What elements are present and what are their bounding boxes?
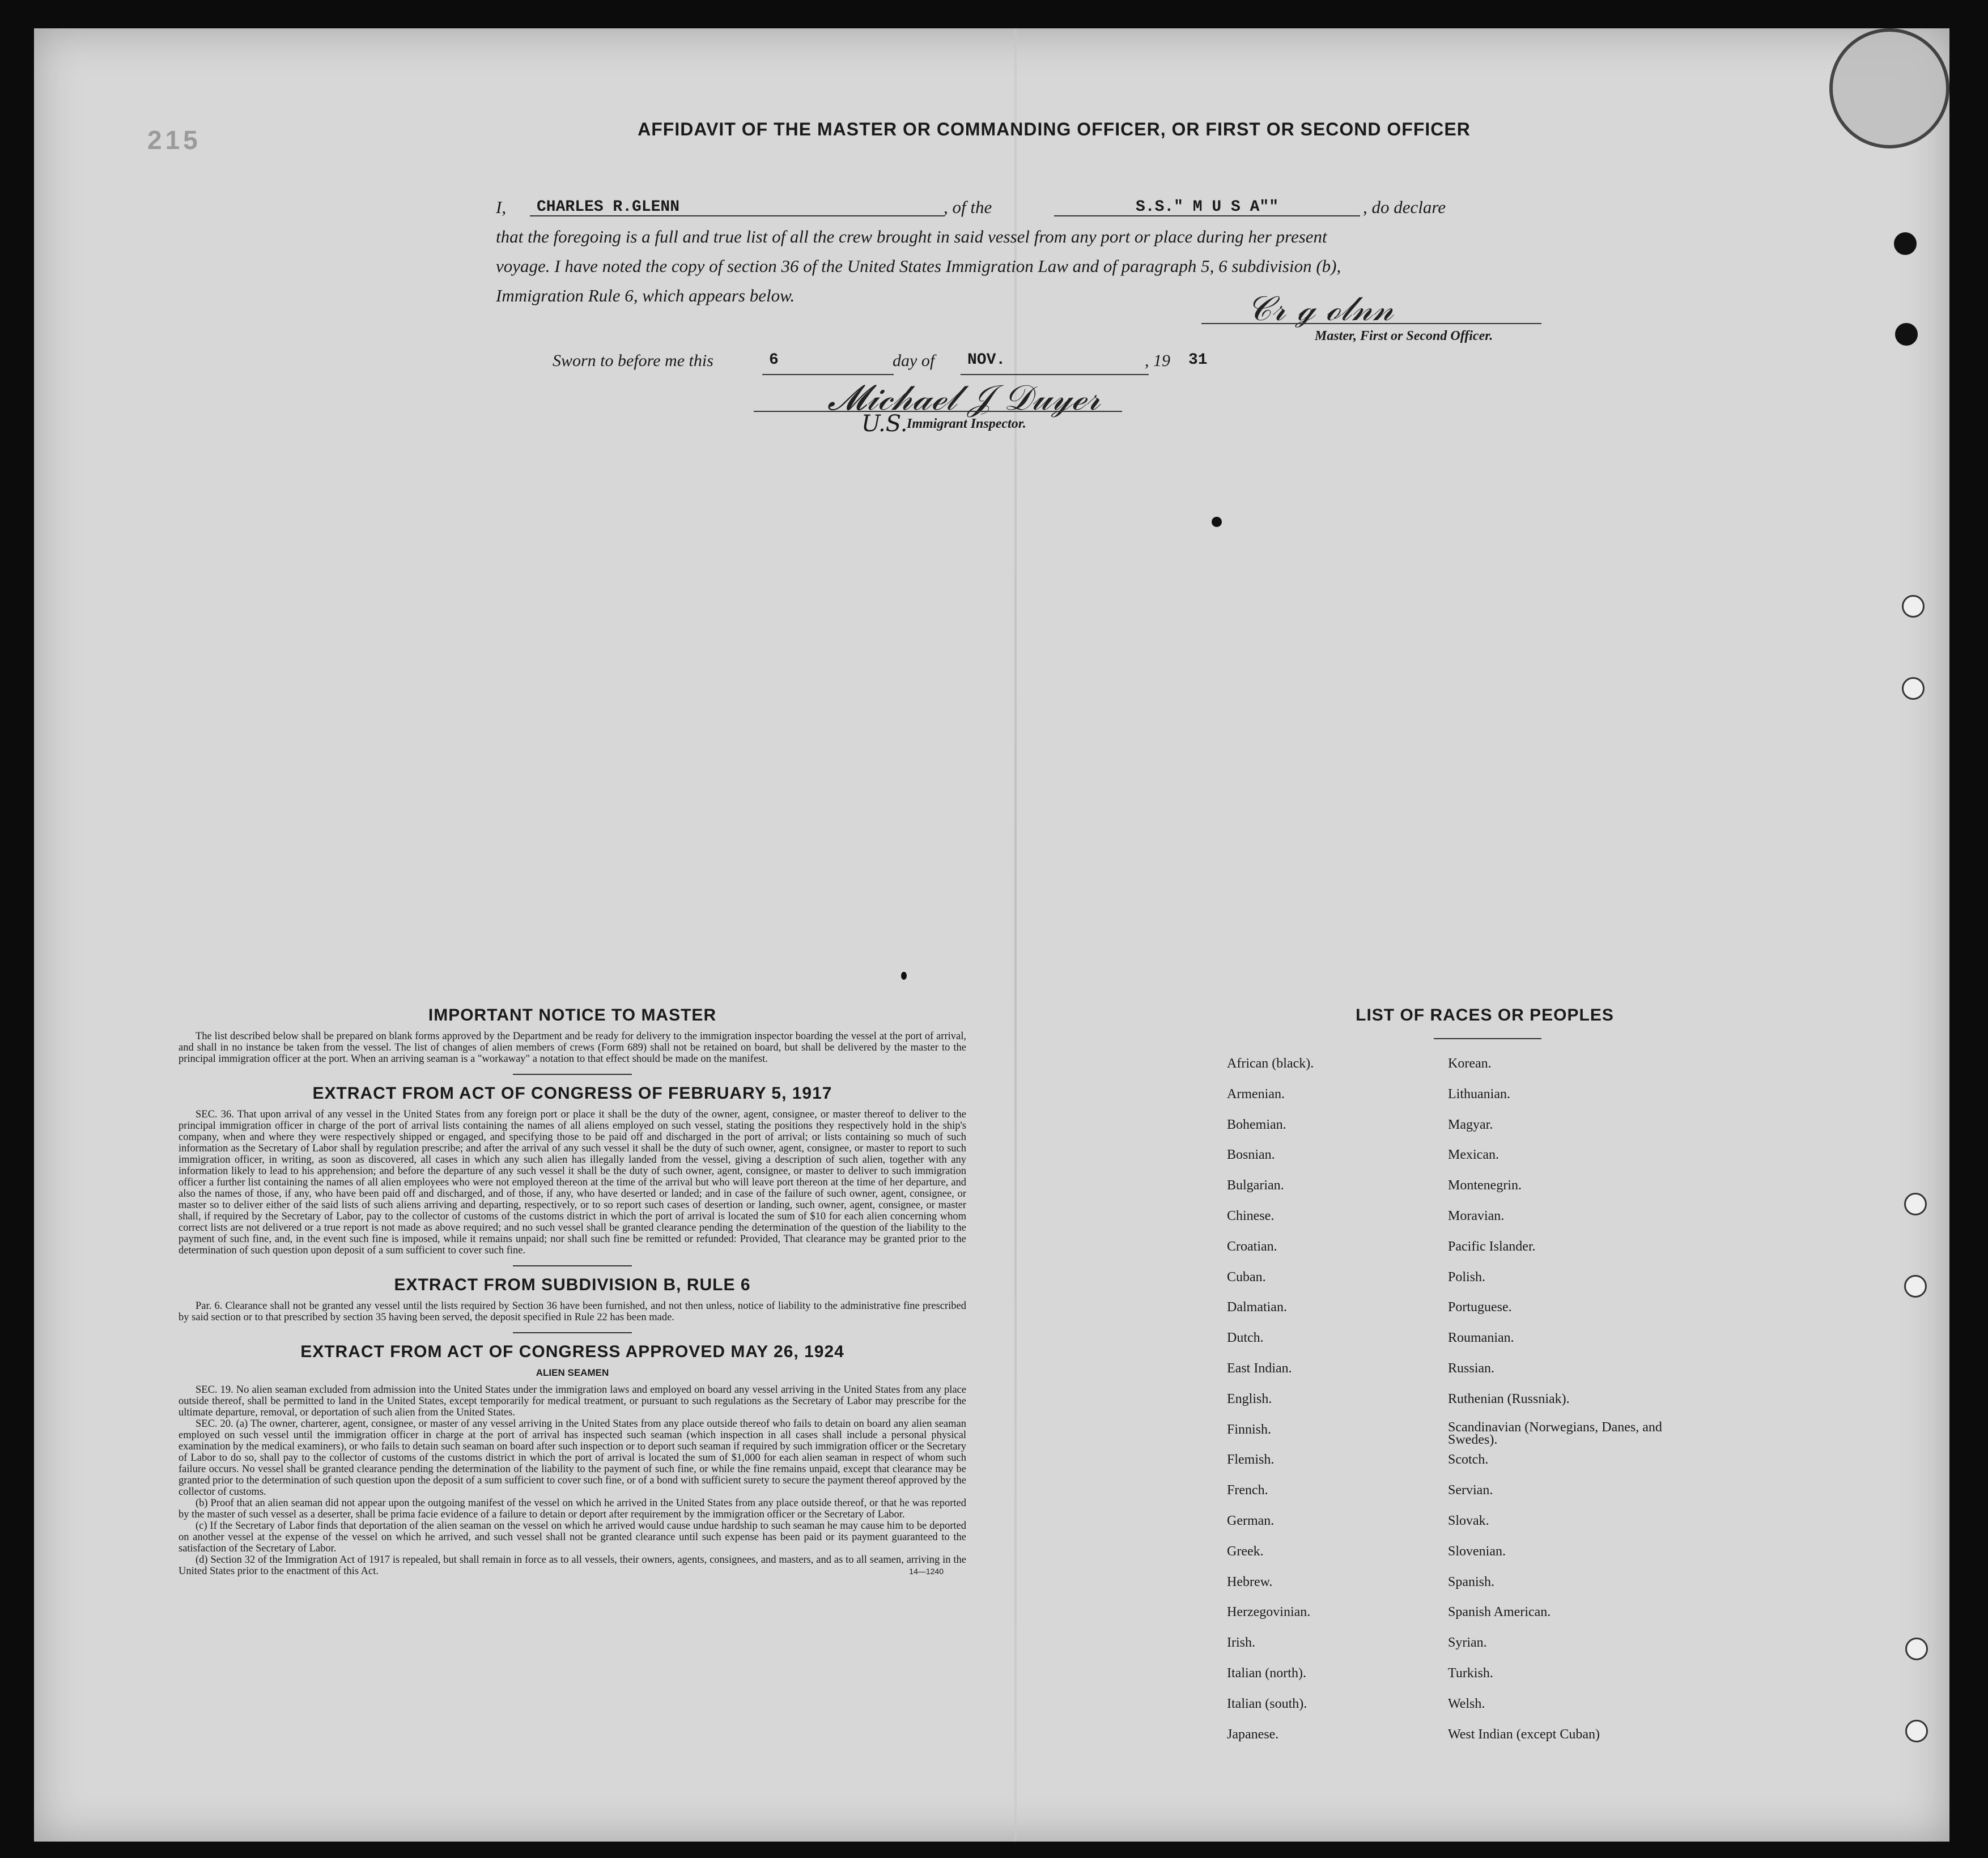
punch-hole (1902, 595, 1925, 618)
punch-hole (1895, 323, 1918, 346)
race-item: Cuban. (1227, 1269, 1266, 1285)
inspector-signature: 𝓜𝒾𝒸𝒽𝒶ℯ𝓁 𝒥 𝒟𝓊𝓎ℯ𝓇 (827, 377, 1101, 418)
divider (513, 1074, 632, 1075)
race-item: Portuguese. (1448, 1300, 1512, 1315)
master-signature-line (1201, 323, 1541, 324)
race-item: Japanese. (1227, 1727, 1279, 1742)
vessel-name: S.S." M U S A"" (1054, 193, 1360, 216)
punch-hole (1894, 232, 1917, 255)
race-item: Bulgarian. (1227, 1178, 1284, 1193)
extract-1917-title: EXTRACT FROM ACT OF CONGRESS OF FEBRUARY 5, 1917 (312, 1084, 832, 1103)
sworn-line (553, 351, 1289, 380)
alien-seamen-subtitle: ALIEN SEAMEN (536, 1367, 609, 1378)
divider (513, 1332, 632, 1333)
race-item: Korean. (1448, 1056, 1492, 1071)
race-item: Greek. (1227, 1544, 1264, 1559)
race-item: Ruthenian (Russniak). (1448, 1391, 1570, 1406)
declaration-line-3: voyage. I have noted the copy of section 36 of the United States Immigration Law and of paragraph 5, 6 subdivision (b), (496, 256, 1341, 276)
race-item: Hebrew. (1227, 1574, 1273, 1589)
race-item: Turkish. (1448, 1665, 1493, 1681)
document-page (34, 28, 1949, 1842)
extract-1924-text: SEC. 19. No alien seaman excluded from admission into the United States under the immigration laws and employed on board any vessel arriving in the United States from any place outside thereof, shall be permitted to land in the United States, except temporarily for medical treatment, or pursuant to such regulations as the Secretary of Labor may prescribe for the ultimate departure, removal, or deportation of such alien from the United States. SEC. 20. (a) The owner, charterer, agent, consignee, or master of any vessel arriving in the United States from any place outside thereof who fails to detain on board any alien seaman employed on such vessel until the immigration officer in charge at the port of arrival has inspected such seaman (which inspection in all cases shall include a personal physical examination by the medical examiners), or who fails to detain such seaman on board after such inspection or to deport such seaman if required by such immigration officer or the Secretary of Labor to do so, shall pay to the collector of customs of the customs district in which the port of arrival is located the sum of $1,000 for each alien seaman in respect of whom such failure occurs. No vessel shall be granted clearance pending the determination of the liability to the payment of such fine, or while the fine remains unpaid, except that clearance may be granted prior to the determination of such question upon the deposit of a sum sufficient to cover such fine, or of a bond with sufficient surety to secure the payment thereof approved by the collector of customs. (b) Proof that an alien seaman did not appear upon the outgoing manifest of the vessel on which he arrived in the United States from any place outside thereof, or that he was reported by the master of such vessel as a deserter, shall be prima facie evidence of a failure to detain or deport after requirement by the immigration officer or the Secretary of Labor. (c) If the Secretary of Labor finds that deportation of the alien seaman on the vessel on which he arrived would cause undue hardship to such seaman he may cause him to be deported on another vessel at the expense of the vessel on which he arrived, and such vessel shall not be granted clearance until such expense has been paid or its payment guaranteed to the satisfaction of the Secretary of Labor. (d) Section 32 of the Immigration Act of 1917 is repealed, but shall remain in force as to all vessels, their owners, agents, consignees, and masters, and as to all seamen, arriving in the United States prior to the enactment of this Act. (179, 1384, 966, 1577)
race-item: Syrian. (1448, 1635, 1487, 1651)
race-item: English. (1227, 1391, 1272, 1406)
extract-1917-text: SEC. 36. That upon arrival of any vessel in the United States from any foreign port or place it shall be the duty of the owner, agent, consignee, or master thereof to deliver to the principal immigration officer in charge of the port of arrival lists containing the names of all aliens employed on such vessel, stating the positions they respectively hold in the ship's company, when and where they were respectively shipped or engaged, and specifying those to be paid off and discharged in the port of arrival; or lists containing so much of such information as the Secretary of Labor shall by regulation prescribe; and after the arrival of any such vessel it shall be the duty of such owner, agent, consignee, or master to report to such immigration officer, in writing, as soon as discovered, all cases in which any such alien has illegally landed from the vessel, giving a description of such alien, together with any information likely to lead to his apprehension; and before the departure of any such vessel it shall be the duty of such owner, agent, consignee, or master to deliver to such immigration officer a further list containing the names of all alien employees who were not employed thereon at the time of the arrival but who will leave port thereon at the time of her departure, and also the names of those, if any, who have been paid off and discharged, and of those, if any, who have deserted or landed; and in case of the failure of such owner, agent, consignee, or master so to deliver either of the said lists of such aliens arriving and departing, respectively, or to so report such cases of desertion or landing, such owner, agent, consignee, or master shall, if required by the Secretary of Labor, pay to the collector of customs of the customs district in which the port of arrival is located the sum of $10 for each alien concerning whom correct lists are not delivered or a true report is not made as above required; and no such vessel shall be granted clearance pending the determination of the question of the liability to the payment of such fine, and, in the event such fine is imposed, while it remains unpaid; nor shall such fine be remitted or refunded: Provided, That clearance may be granted prior to the determination of such question upon deposit of a sum sufficient to cover such fine. (179, 1109, 966, 1256)
races-column-2 (1448, 1055, 1686, 1756)
of-the-text: , of the (944, 197, 992, 217)
race-item: Welsh. (1448, 1696, 1485, 1711)
race-item: Lithuanian. (1448, 1086, 1510, 1102)
race-item: Scandinavian (Norwegians, Danes, and Swedes). (1448, 1419, 1662, 1447)
race-item: West Indian (except Cuban) (1448, 1727, 1600, 1742)
race-item: Slovak. (1448, 1513, 1489, 1528)
race-item: Scotch. (1448, 1452, 1489, 1468)
punch-hole (1902, 677, 1925, 700)
notice-text: The list described below shall be prepared on blank forms approved by the Department and be ready for delivery to the immigration inspector boarding the vessel at the port of arrival, and shall in no instance be taken from the vessel. The list of changes of alien members of crews (Form 689) shall not be retained on board, but shall be delivered by the master to the principal immigration officer at the port. When an arriving seaman is a "workaway" a notation to that effect should be made on the manifest. (179, 1031, 966, 1065)
race-item: Russian. (1448, 1360, 1495, 1376)
inspector-caption: Immigrant Inspector. (907, 416, 1026, 431)
declare-text: , do declare (1363, 197, 1446, 217)
race-item: Pacific Islander. (1448, 1239, 1536, 1254)
race-item: Bohemian. (1227, 1117, 1286, 1132)
race-item: Croatian. (1227, 1239, 1277, 1254)
declaration-line-4: Immigration Rule 6, which appears below. (496, 286, 795, 305)
divider (513, 1265, 632, 1266)
declaration-line-2: that the foregoing is a full and true list of all the crew brought in said vessel from any port or place during her present (496, 227, 1327, 246)
master-signature-caption: Master, First or Second Officer. (1315, 329, 1493, 343)
punch-hole (1905, 1638, 1928, 1660)
master-signature: 𝒞𝓇 ℊ ℴ𝓁𝓃𝓃 (1247, 289, 1394, 329)
race-item: Dalmatian. (1227, 1300, 1287, 1315)
declaration-prefix: I, (496, 197, 507, 217)
race-item: Servian. (1448, 1483, 1493, 1498)
race-item: Mexican. (1448, 1147, 1499, 1163)
race-item: Irish. (1227, 1635, 1255, 1651)
seal-stamp (1829, 28, 1949, 148)
race-item: Magyar. (1448, 1117, 1493, 1132)
races-title: LIST OF RACES OR PEOPLES (1356, 1006, 1614, 1024)
extract-rule6-text: Par. 6. Clearance shall not be granted any vessel until the lists required by Section 36 have been furnished, and not then unless, notice of liability to the administrative fine prescribed by said section or to that prescribed by section 35 having been served, the deposit specified in Rule 22 has been made. (179, 1300, 966, 1323)
master-name: CHARLES R.GLENN (530, 193, 945, 216)
declaration (496, 193, 1573, 311)
race-item: Moravian. (1448, 1208, 1505, 1223)
race-item: African (black). (1227, 1056, 1314, 1071)
race-item: East Indian. (1227, 1360, 1292, 1376)
ink-mark (1212, 517, 1222, 527)
form-number: 14—1240 (909, 1567, 944, 1576)
page-number: 215 (147, 125, 201, 155)
inspector-signature-line (754, 411, 1122, 412)
race-item: Italian (north). (1227, 1665, 1306, 1681)
race-item: Herzegovinian. (1227, 1605, 1311, 1620)
sworn-month: NOV. (961, 351, 1149, 375)
year-prefix: , 19 (1145, 351, 1170, 370)
punch-hole (1904, 1193, 1927, 1215)
races-divider (1434, 1038, 1541, 1039)
race-item: Bosnian. (1227, 1147, 1275, 1163)
race-item: German. (1227, 1513, 1275, 1528)
race-item: Flemish. (1227, 1452, 1275, 1468)
inspector-us-mark: U.S. (861, 411, 908, 437)
race-item: Finnish. (1227, 1422, 1272, 1437)
race-item: Montenegrin. (1448, 1178, 1522, 1193)
declaration-line-1 (496, 193, 1573, 222)
race-item: Chinese. (1227, 1208, 1275, 1223)
race-item: Spanish American. (1448, 1605, 1551, 1620)
sworn-day: 6 (762, 351, 894, 375)
affidavit-title: AFFIDAVIT OF THE MASTER OR COMMANDING OFFICER, OR FIRST OR SECOND OFFICER (638, 119, 1471, 139)
day-of-text: day of (893, 351, 935, 370)
race-item: French. (1227, 1483, 1268, 1498)
sworn-year: 31 (1188, 351, 1208, 369)
punch-hole (1904, 1275, 1927, 1298)
notice-column (179, 1006, 966, 1576)
race-item: Polish. (1448, 1269, 1486, 1285)
ink-mark (901, 972, 907, 980)
race-item: Slovenian. (1448, 1544, 1506, 1559)
race-item: Spanish. (1448, 1574, 1495, 1589)
punch-hole (1905, 1720, 1928, 1742)
extract-rule6-title: EXTRACT FROM SUBDIVISION B, RULE 6 (394, 1275, 751, 1294)
race-item: Dutch. (1227, 1330, 1264, 1346)
sworn-prefix: Sworn to before me this (553, 351, 713, 370)
race-item: Italian (south). (1227, 1696, 1307, 1711)
races-column-1 (1227, 1055, 1465, 1756)
notice-title: IMPORTANT NOTICE TO MASTER (428, 1006, 717, 1024)
race-item: Armenian. (1227, 1086, 1285, 1102)
race-item: Roumanian. (1448, 1330, 1514, 1346)
extract-1924-title: EXTRACT FROM ACT OF CONGRESS APPROVED MAY 26, 1924 (300, 1342, 844, 1361)
